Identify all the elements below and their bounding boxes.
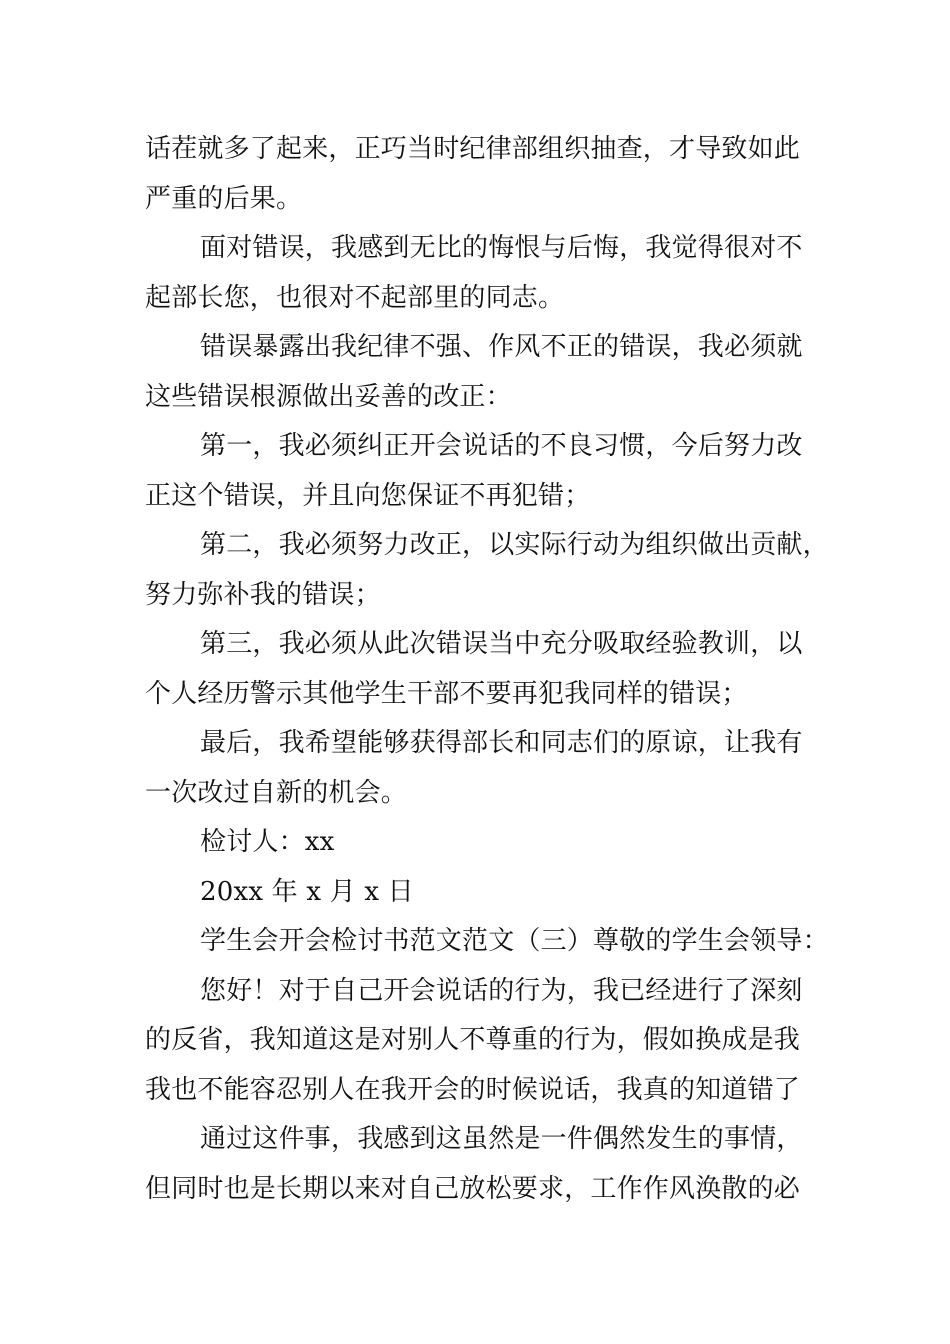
text-line: 正这个错误，并且向您保证不再犯错；	[145, 480, 591, 511]
text-line: 20xx 年 x 月 x 日	[200, 876, 414, 907]
text-line: 起部长您，也很对不起部里的同志。	[145, 282, 565, 313]
text-line: 学生会开会检讨书范文范文（三）尊敬的学生会领导：	[200, 926, 829, 956]
text-line: 您好！对于自己开会说话的行为，我已经进行了深刻	[200, 975, 803, 1006]
text-line: 第一，我必须纠正开会说话的不良习惯，今后努力改	[200, 431, 803, 461]
text-line: 通过这件事，我感到这虽然是一件偶然发生的事情，	[200, 1124, 803, 1154]
text-line: 但同时也是长期以来对自己放松要求，工作作风涣散的必	[145, 1173, 801, 1204]
text-line: 严重的后果。	[145, 183, 303, 214]
text-line: 的反省，我知道这是对别人不尊重的行为，假如换成是我	[145, 1025, 801, 1055]
text-line: 我也不能容忍别人在我开会的时候说话，我真的知道错了	[145, 1074, 801, 1105]
text-line: 第三，我必须从此次错误当中充分吸取经验教训，以	[200, 629, 803, 659]
text-line: 面对错误，我感到无比的悔恨与后悔，我觉得很对不	[200, 233, 803, 263]
text-line: 努力弥补我的错误；	[145, 579, 381, 610]
text-line: 话茬就多了起来，正巧当时纪律部组织抽查，才导致如此	[145, 134, 801, 164]
text-line: 错误暴露出我纪律不强、作风不正的错误，我必须就	[200, 332, 803, 362]
document-body	[145, 125, 829, 1214]
text-line: 个人经历警示其他学生干部不要再犯我同样的错误；	[145, 678, 748, 709]
text-line: 第二，我必须努力改正，以实际行动为组织做出贡献，	[200, 530, 829, 560]
text-line: 最后，我希望能够获得部长和同志们的原谅，让我有	[200, 728, 803, 758]
text-line: 检讨人：xx	[200, 827, 335, 857]
text-line: 一次改过自新的机会。	[145, 777, 408, 808]
text-line: 这些错误根源做出妥善的改正：	[145, 381, 512, 412]
